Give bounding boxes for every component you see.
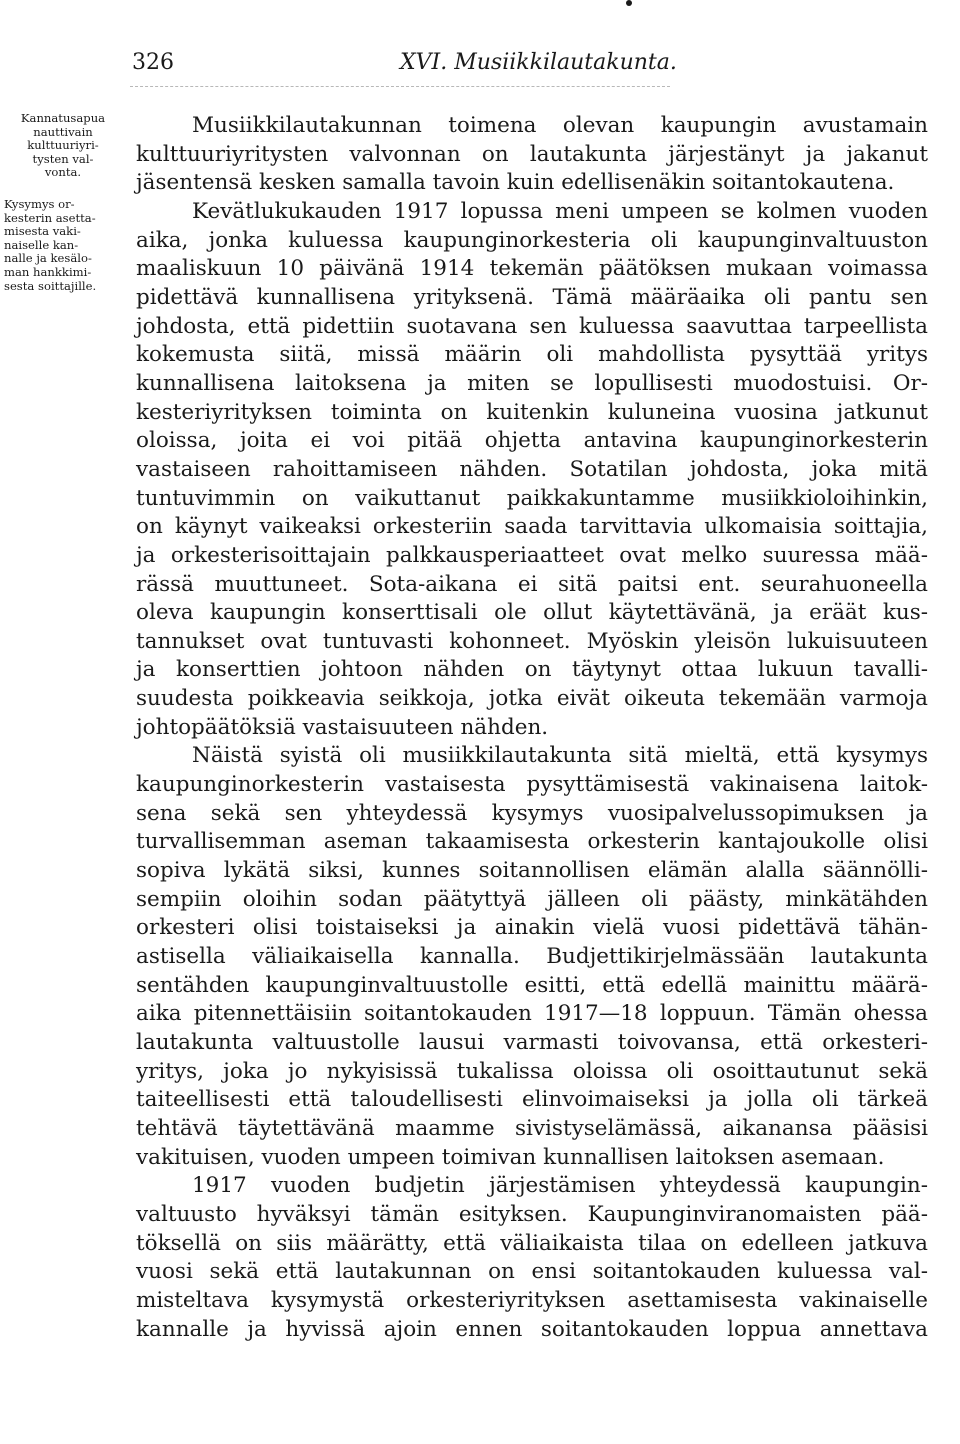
body-text (136, 112, 928, 1344)
header-rule (130, 86, 670, 87)
text-line: Näistä syistä oli musiikkilautakunta sitä mieltä, että kysymys (192, 743, 928, 769)
text-line: ja orkesterisoittajain palkkausperiaatteet ovat melko suuressa mää- (136, 542, 928, 568)
margin-note-line: vonta. (44, 165, 82, 180)
margin-note-line: kesterin asetta- (4, 210, 96, 225)
print-speck (626, 0, 632, 6)
text-line: tannukset ovat tuntuvasti kohonneet. Myöskin yleisön lukuisuuteen (136, 628, 928, 654)
text-line: maaliskuun 10 päivänä 1914 tekemän päätöksen mukaan voimassa (136, 256, 928, 282)
text-line: vuosi sekä että lautakunnan on ensi soitantokauden kuluessa val- (136, 1259, 928, 1285)
text-line: taiteellisesti että taloudellisesti elinvoimaiseksi ja jolla oli tärkeä (136, 1087, 928, 1113)
text-line: Kevätlukukauden 1917 lopussa meni umpeen se kolmen vuoden (192, 198, 928, 224)
margin-note-line: Kysymys or- (4, 196, 75, 211)
text-line: vastaiseen rahoittamiseen nähden. Sotatilan johdosta, joka mitä (136, 456, 928, 482)
text-line: yritys, joka jo nykyisissä tukalissa oloissa oli osoittautunut sekä (136, 1058, 928, 1084)
text-line: ja konserttien johtoon nähden on täytynyt ottaa lukuun tavalli- (136, 657, 928, 683)
text-line: on käynyt vaikeaksi orkesteriin saada tarvittavia ulkomaisia soittajia, (136, 514, 928, 540)
margin-note-support (4, 112, 122, 180)
text-line: tuntuvimmin on vaikuttanut paikkakuntamme musiikkioloihinkin, (136, 485, 928, 511)
margin-note-line: sesta soittajille. (4, 278, 97, 293)
text-line: astisella väliaikaisella kannalla. Budjettikirjelmässään lautakunta (136, 944, 928, 970)
text-line: kannalle ja hyvissä ajoin ennen soitantokauden loppua annettava (136, 1316, 928, 1342)
margin-note-line: nalle ja kesälo- (4, 251, 92, 266)
text-line: orkesteri olisi toistaiseksi ja ainakin vielä vuosi pidettävä tähän- (136, 915, 928, 941)
text-line: töksellä on siis määrätty, että väliaikaista tilaa on edelleen jatkuva (136, 1230, 928, 1256)
margin-note-line: Kannatusapua (20, 111, 106, 125)
paragraph-2 (136, 198, 928, 742)
text-line: kaupunginorkesterin vastaisesta pysyttämisestä vakinaisena laitok- (136, 772, 928, 798)
margin-note-line: misesta vaki- (4, 224, 81, 239)
text-line: turvallisemman aseman takaamisesta orkesterin kantajoukolle olisi (136, 829, 928, 855)
text-line: rässä muuttuneet. Sota-aikana ei sitä paitsi ent. seurahuoneella (136, 571, 928, 597)
text-line: Musiikkilautakunnan toimena olevan kaupungin avustamain (192, 113, 928, 138)
text-line: kulttuuriyritysten valvonnan on lautakunta järjestänyt ja jakanut (136, 141, 928, 167)
text-line: tehtävä täytettävänä maamme sivistyselämässä, aikanansa pääsisi (136, 1115, 928, 1141)
text-line: kunnallisena laitoksena ja miten se lopullisesti muodostuisi. Or- (136, 370, 928, 396)
margin-note-line: kulttuuriyri- (27, 138, 99, 153)
margin-notes (4, 112, 122, 293)
text-line: johdosta, että pidettiin suotavana sen kuluessa saavuttaa tarpeellista (136, 313, 928, 339)
text-line: sena sekä sen yhteydessä kysymys vuosipalvelussopimuksen ja (136, 800, 928, 826)
text-line: kesteriyrityksen toiminta on kuitenkin kuluneina vuosina jatkunut (136, 399, 928, 425)
text-line: johtopäätöksiä vastaisuuteen nähden. (136, 714, 549, 740)
text-line: 1917 vuoden budjetin järjestämisen yhteydessä kaupungin- (192, 1173, 928, 1199)
text-line: oloissa, joita ei voi pitää ohjetta antavina kaupunginorkesterin (136, 428, 928, 454)
text-line: aika pitennettäisiin soitantokauden 1917—18 loppuun. Tämän ohessa (136, 1001, 928, 1027)
text-line: sentähden kaupunginvaltuustolle esitti, että edellä mainittu määrä- (136, 972, 928, 998)
page-header (0, 48, 960, 84)
text-line: misteltava kysymystä orkesteriyrityksen asettamisesta vakinaiselle (136, 1287, 928, 1313)
running-title: XVI. Musiikkilautakunta. (400, 50, 677, 75)
text-line: aika, jonka kuluessa kaupunginorkesteria oli kaupunginvaltuuston (136, 227, 928, 253)
text-line: jäsentensä kesken samalla tavoin kuin edellisenäkin soitantokautena. (136, 170, 895, 196)
margin-note-orchestra (4, 198, 122, 293)
text-line: sempiin oloihin sodan päätyttyä jälleen oli päästy, minkätähden (136, 886, 928, 912)
margin-note-line: tysten val- (32, 151, 94, 166)
margin-note-line: naiselle kan- (4, 237, 79, 252)
text-line: valtuusto hyväksyi tämän esityksen. Kaupunginviranomaisten pää- (136, 1201, 928, 1227)
margin-note-line: man hankkimi- (4, 264, 92, 279)
text-line: kokemusta siitä, missä määrin oli mahdollista pysyttää yritys (136, 342, 928, 368)
paragraph-3 (136, 742, 928, 1172)
text-line: pidettävä kunnallisena yrityksenä. Tämä määräaika oli pantu sen (136, 284, 928, 310)
text-line: suudesta poikkeavia seikkoja, jotka eivät oikeuta tekemään varmoja (136, 686, 928, 712)
margin-note-line: nauttivain (33, 124, 93, 139)
paragraph-4 (136, 1172, 928, 1344)
text-line: vakituisen, vuoden umpeen toimivan kunnallisen laitoksen asemaan. (136, 1144, 885, 1170)
text-line: oleva kaupungin konserttisali ole ollut käytettävänä, ja eräät kus- (136, 600, 928, 626)
text-line: lautakunta valtuustolle lausui varmasti toivovansa, että orkesteri- (136, 1030, 928, 1055)
text-line: sopiva lykätä siksi, kunnes soitannollisen elämän alalla säännölli- (136, 858, 928, 884)
paragraph-1 (136, 112, 928, 198)
page-number: 326 (132, 50, 174, 75)
